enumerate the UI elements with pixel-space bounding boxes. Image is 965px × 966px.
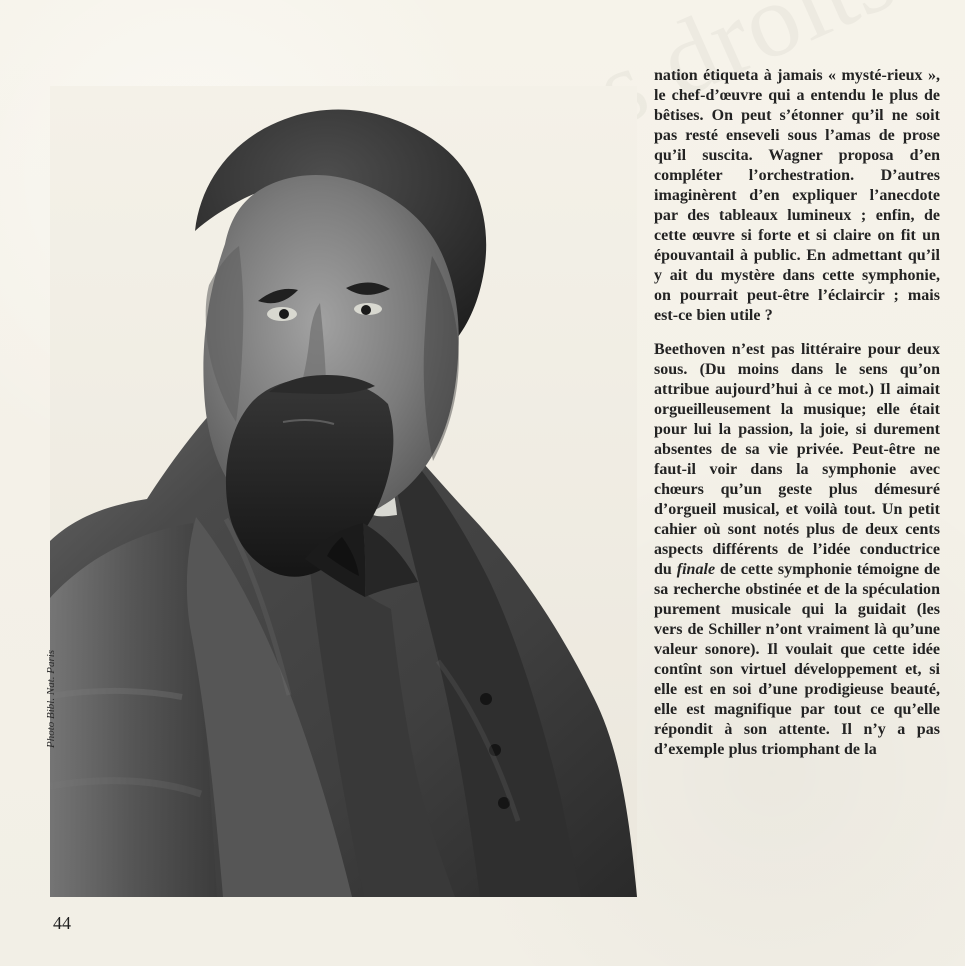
article-text-column — [654, 66, 940, 760]
paragraph-1-text: nation étiqueta à jamais « mysté-rieux », le chef-d’œuvre qui a entendu le plus de bêtises. On peut s’étonner qu’il ne soit pas resté enseveli sous l’amas de prose qu’il suscita. Wagner proposa d’en compléter l’orchestration. D’autres imaginèrent d’en expliquer l’anecdote par des tableaux lumineux ; enfin, de cette œuvre si forte et si claire on fit un épouvantail à public. En admettant qu’il y ait du mystère dans cette symphonie, on pourrait peut-être l’éclaircir ; mais est-ce bien utile ? — [654, 67, 940, 324]
paragraph-1 — [654, 66, 940, 326]
paragraph-2-text-part-1: Beethoven n’est pas littéraire pour deux sous. (Du moins dans le sens qu’on attribue aujourd’hui à ce mot.) Il aimait orgueilleusement la musique; elle était pour lui la passion, la joie, si durement absentes de sa vie privée. Peut-être ne faut-il voir dans la symphonie avec chœurs qu’un geste plus démesuré d’orgueil musical, et voilà tout. Un petit cahier où sont notés plus de deux cents aspects différents de l’idée conductrice du — [654, 341, 940, 578]
portrait-photo — [50, 86, 637, 897]
paragraph-2-italic-word: finale — [676, 561, 716, 578]
paragraph-2 — [654, 340, 940, 760]
portrait-image — [50, 86, 637, 897]
paragraph-2-text-part-2: de cette symphonie témoigne de sa recherche obstinée et de la spéculation purement musicale qui la guidait (les vers de Schiller n’ont vraiment là qu’une valeur sonore). Il voulait que cette idée contînt son virtuel développement et, si elle est en soi d’une prodigieuse beauté, elle est magnifique par tout ce qu’elle répondit à son attente. Il n’y a pas d’exemple plus triomphant de la — [654, 561, 940, 758]
page-number: 44 — [53, 913, 71, 933]
photo-credit: Photo Bibl. Nat. Paris — [45, 649, 57, 748]
